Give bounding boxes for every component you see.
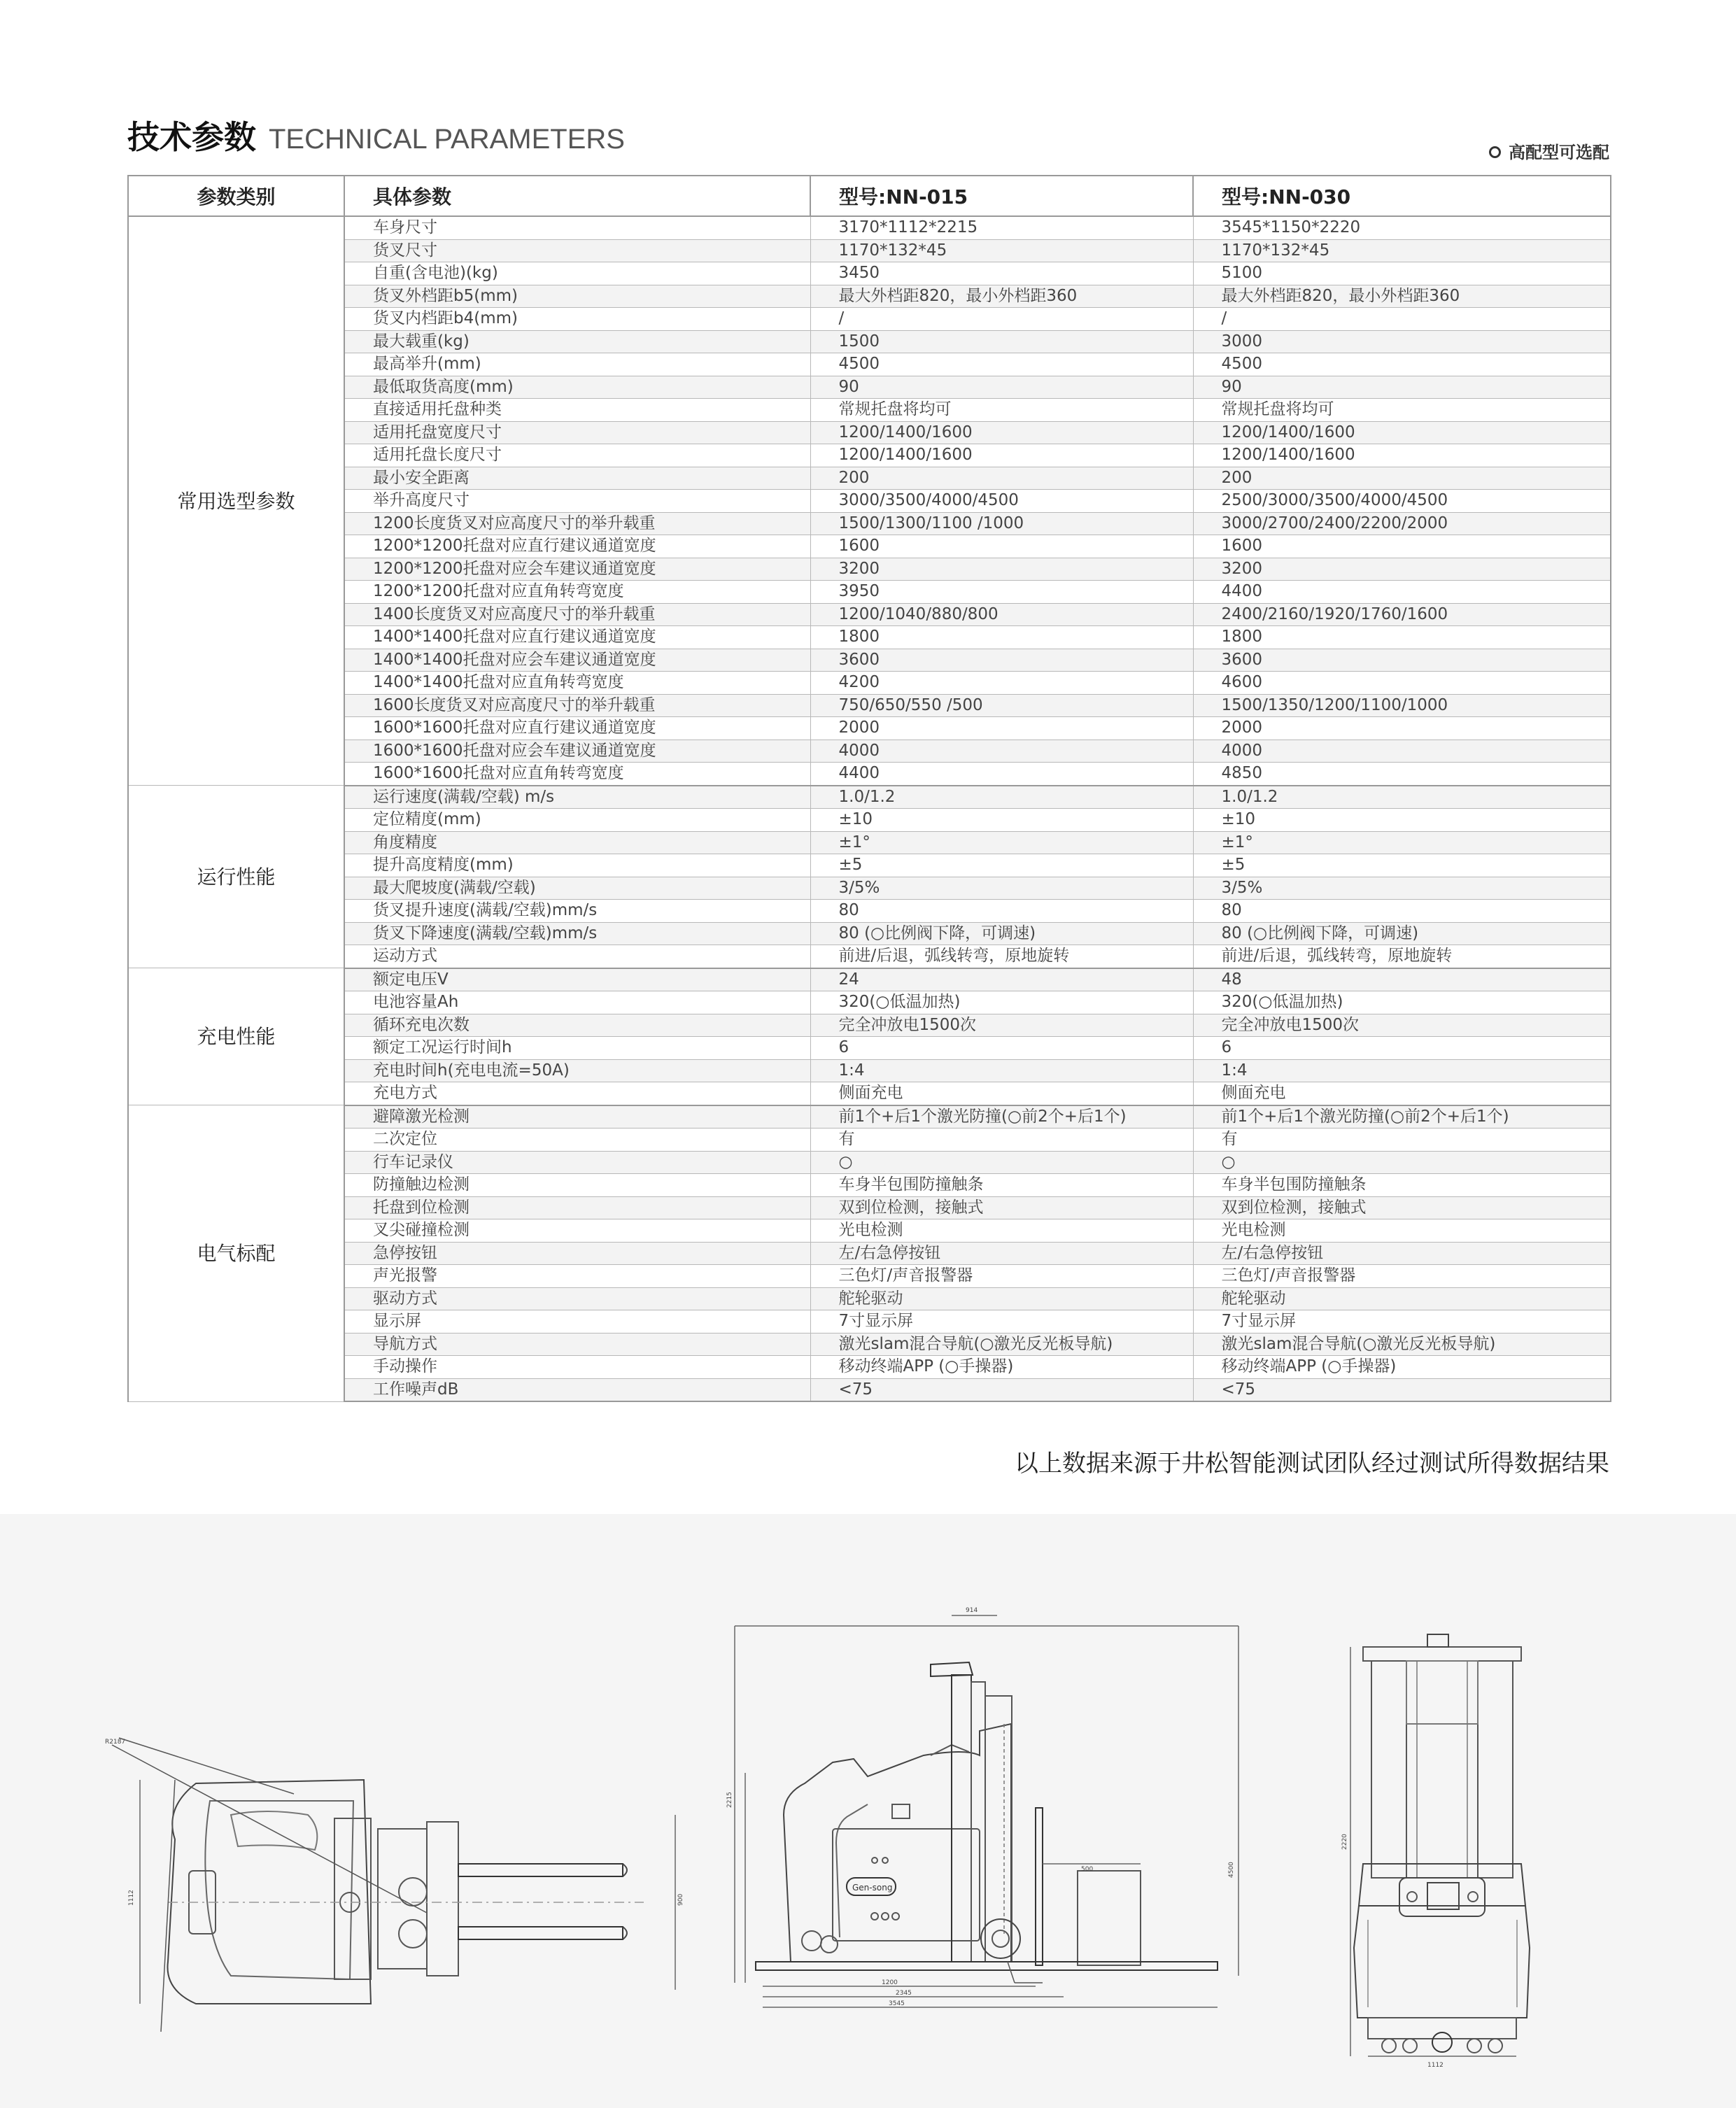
value-nn015-cell: 有 (810, 1129, 1193, 1152)
side-height-dim: 2215 (726, 1792, 733, 1808)
table-row (128, 1242, 1611, 1265)
param-name-cell: 最低取货高度(mm) (344, 376, 810, 399)
value-nn030-cell: 1500/1350/1200/1100/1000 (1193, 694, 1611, 717)
table-row (128, 376, 1611, 399)
value-nn015-cell: 24 (810, 968, 1193, 991)
value-nn015-cell: 舵轮驱动 (810, 1287, 1193, 1310)
param-name-cell: 二次定位 (344, 1129, 810, 1152)
table-row (128, 1129, 1611, 1152)
table-row (128, 1037, 1611, 1060)
table-row (128, 649, 1611, 672)
param-name-cell: 充电方式 (344, 1082, 810, 1105)
category-cell: 常用选型参数 (128, 216, 344, 786)
param-name-cell: 适用托盘长度尺寸 (344, 444, 810, 467)
value-nn030-cell: 4500 (1193, 353, 1611, 376)
param-name-cell: 提升高度精度(mm) (344, 854, 810, 877)
value-nn030-cell: 80 (1193, 900, 1611, 923)
spec-table (127, 175, 1611, 1402)
value-nn030-cell: 1170*132*45 (1193, 239, 1611, 262)
param-name-cell: 托盘到位检测 (344, 1196, 810, 1219)
svg-text:500: 500 (1081, 1866, 1094, 1873)
table-row (128, 1014, 1611, 1037)
value-nn015-cell: 1500 (810, 330, 1193, 353)
param-name-cell: 1400长度货叉对应高度尺寸的举升载重 (344, 603, 810, 626)
value-nn015-cell: 1170*132*45 (810, 239, 1193, 262)
value-nn015-cell: ±1° (810, 831, 1193, 854)
value-nn015-cell: 3170*1112*2215 (810, 216, 1193, 239)
value-nn015-cell: 4500 (810, 353, 1193, 376)
table-row (128, 900, 1611, 923)
value-nn015-cell: 80 (810, 900, 1193, 923)
table-row (128, 1174, 1611, 1197)
param-name-cell: 导航方式 (344, 1333, 810, 1356)
table-row (128, 1151, 1611, 1174)
value-nn030-cell: 完全冲放电1500次 (1193, 1014, 1611, 1037)
param-name-cell: 1400*1400托盘对应直行建议通道宽度 (344, 626, 810, 649)
table-row (128, 1196, 1611, 1219)
value-nn030-cell: 2500/3000/3500/4000/4500 (1193, 490, 1611, 513)
category-cell: 充电性能 (128, 968, 344, 1105)
table-row (128, 626, 1611, 649)
value-nn015-cell: ±5 (810, 854, 1193, 877)
param-name-cell: 运动方式 (344, 945, 810, 968)
param-name-cell: 手动操作 (344, 1356, 810, 1379)
param-name-cell: 货叉外档距b5(mm) (344, 285, 810, 308)
value-nn015-cell: 前进/后退，弧线转弯，原地旋转 (810, 945, 1193, 968)
value-nn030-cell: 3000/2700/2400/2200/2000 (1193, 512, 1611, 535)
value-nn030-cell: 4600 (1193, 672, 1611, 695)
table-row (128, 1082, 1611, 1105)
param-name-cell: 1200*1200托盘对应直角转弯宽度 (344, 581, 810, 604)
top-view-drawing (105, 1738, 684, 2032)
svg-text:900: 900 (677, 1893, 684, 1906)
technical-drawings (0, 1514, 1736, 2108)
value-nn015-cell: 1:4 (810, 1059, 1193, 1082)
table-row (128, 945, 1611, 968)
param-name-cell: 货叉尺寸 (344, 239, 810, 262)
table-row (128, 1356, 1611, 1379)
value-nn015-cell: 1200/1400/1600 (810, 444, 1193, 467)
value-nn015-cell: 3600 (810, 649, 1193, 672)
value-nn030-cell: 1600 (1193, 535, 1611, 558)
table-row (128, 308, 1611, 331)
value-nn015-cell: ○ (810, 1151, 1193, 1174)
value-nn030-cell: 侧面充电 (1193, 1082, 1611, 1105)
param-name-cell: 最大载重(kg) (344, 330, 810, 353)
table-row (128, 694, 1611, 717)
param-name-cell: 1200*1200托盘对应会车建议通道宽度 (344, 558, 810, 581)
value-nn015-cell: 前1个+后1个激光防撞(○前2个+后1个) (810, 1105, 1193, 1129)
value-nn015-cell: 3200 (810, 558, 1193, 581)
header-model-015: 型号:NN-015 (810, 176, 1193, 216)
value-nn015-cell: 3450 (810, 262, 1193, 285)
value-nn015-cell: 完全冲放电1500次 (810, 1014, 1193, 1037)
value-nn030-cell: ±1° (1193, 831, 1611, 854)
value-nn030-cell: 7寸显示屏 (1193, 1310, 1611, 1334)
table-header-row (128, 176, 1611, 216)
value-nn015-cell: 侧面充电 (810, 1082, 1193, 1105)
value-nn015-cell: 6 (810, 1037, 1193, 1060)
value-nn015-cell: 3/5% (810, 877, 1193, 900)
value-nn015-cell: 4400 (810, 763, 1193, 786)
value-nn030-cell: 2000 (1193, 717, 1611, 740)
header-model-030: 型号:NN-030 (1193, 176, 1611, 216)
value-nn030-cell: 3600 (1193, 649, 1611, 672)
table-row (128, 490, 1611, 513)
category-cell: 电气标配 (128, 1105, 344, 1402)
value-nn015-cell: 左/右急停按钮 (810, 1242, 1193, 1265)
table-row (128, 1378, 1611, 1401)
table-row (128, 1265, 1611, 1288)
value-nn030-cell: / (1193, 308, 1611, 331)
header-category: 参数类别 (128, 176, 344, 216)
param-name-cell: 工作噪声dB (344, 1378, 810, 1401)
value-nn030-cell: 80 (○比例阀下降，可调速) (1193, 922, 1611, 945)
value-nn030-cell: 3000 (1193, 330, 1611, 353)
param-name-cell: 车身尺寸 (344, 216, 810, 239)
value-nn015-cell: 三色灯/声音报警器 (810, 1265, 1193, 1288)
value-nn030-cell: 三色灯/声音报警器 (1193, 1265, 1611, 1288)
table-row (128, 512, 1611, 535)
param-name-cell: 1600*1600托盘对应直角转弯宽度 (344, 763, 810, 786)
param-name-cell: 急停按钮 (344, 1242, 810, 1265)
side-view-drawing (726, 1607, 1239, 2007)
table-row (128, 968, 1611, 991)
param-name-cell: 定位精度(mm) (344, 809, 810, 832)
value-nn030-cell: 4000 (1193, 740, 1611, 763)
side-len-b: 3545 (889, 2000, 905, 2007)
param-name-cell: 最小安全距离 (344, 467, 810, 490)
value-nn015-cell: 750/650/550 /500 (810, 694, 1193, 717)
title-en: TECHNICAL PARAMETERS (269, 124, 625, 155)
param-name-cell: 1600长度货叉对应高度尺寸的举升载重 (344, 694, 810, 717)
table-row (128, 809, 1611, 832)
value-nn030-cell: 90 (1193, 376, 1611, 399)
category-cell: 运行性能 (128, 786, 344, 968)
value-nn015-cell: 90 (810, 376, 1193, 399)
value-nn030-cell: 有 (1193, 1129, 1611, 1152)
param-name-cell: 适用托盘宽度尺寸 (344, 421, 810, 444)
value-nn030-cell: 320(○低温加热) (1193, 991, 1611, 1014)
param-name-cell: 最高举升(mm) (344, 353, 810, 376)
svg-text:R2187: R2187 (105, 1739, 126, 1746)
param-name-cell: 驱动方式 (344, 1287, 810, 1310)
param-name-cell: 自重(含电池)(kg) (344, 262, 810, 285)
value-nn015-cell: 1200/1400/1600 (810, 421, 1193, 444)
value-nn015-cell: 2000 (810, 717, 1193, 740)
value-nn030-cell: 2400/2160/1920/1760/1600 (1193, 603, 1611, 626)
table-row (128, 1059, 1611, 1082)
param-name-cell: 防撞触边检测 (344, 1174, 810, 1197)
table-row (128, 444, 1611, 467)
value-nn030-cell: 1800 (1193, 626, 1611, 649)
svg-text:2345: 2345 (896, 1990, 912, 1997)
spec-table-body (128, 216, 1611, 1401)
table-row (128, 399, 1611, 422)
param-name-cell: 显示屏 (344, 1310, 810, 1334)
table-row (128, 1105, 1611, 1129)
side-top-dim: 914 (966, 1607, 978, 1614)
param-name-cell: 额定电压V (344, 968, 810, 991)
header-param: 具体参数 (344, 176, 810, 216)
table-row (128, 262, 1611, 285)
value-nn030-cell: 1200/1400/1600 (1193, 421, 1611, 444)
value-nn015-cell: 1800 (810, 626, 1193, 649)
value-nn030-cell: 最大外档距820，最小外档距360 (1193, 285, 1611, 308)
param-name-cell: 1600*1600托盘对应直行建议通道宽度 (344, 717, 810, 740)
value-nn015-cell: 4000 (810, 740, 1193, 763)
table-row (128, 421, 1611, 444)
value-nn030-cell: 激光slam混合导航(○激光反光板导航) (1193, 1333, 1611, 1356)
value-nn015-cell: <75 (810, 1378, 1193, 1401)
param-name-cell: 角度精度 (344, 831, 810, 854)
table-row (128, 558, 1611, 581)
table-row (128, 877, 1611, 900)
value-nn015-cell: 1600 (810, 535, 1193, 558)
table-row (128, 786, 1611, 809)
table-row (128, 1287, 1611, 1310)
param-name-cell: 1600*1600托盘对应会车建议通道宽度 (344, 740, 810, 763)
value-nn015-cell: 7寸显示屏 (810, 1310, 1193, 1334)
value-nn015-cell: 1500/1300/1100 /1000 (810, 512, 1193, 535)
value-nn015-cell: 双到位检测，接触式 (810, 1196, 1193, 1219)
value-nn030-cell: <75 (1193, 1378, 1611, 1401)
param-name-cell: 货叉提升速度(满载/空载)mm/s (344, 900, 810, 923)
value-nn030-cell: 常规托盘将均可 (1193, 399, 1611, 422)
value-nn030-cell: ±5 (1193, 854, 1611, 877)
param-name-cell: 1200*1200托盘对应直行建议通道宽度 (344, 535, 810, 558)
value-nn015-cell: 80 (○比例阀下降，可调速) (810, 922, 1193, 945)
table-row (128, 239, 1611, 262)
table-row (128, 467, 1611, 490)
param-name-cell: 叉尖碰撞检测 (344, 1219, 810, 1243)
value-nn015-cell: 常规托盘将均可 (810, 399, 1193, 422)
table-row (128, 216, 1611, 239)
optional-circle-icon (1489, 146, 1501, 158)
side-len-a: 1200 (882, 1979, 898, 1986)
value-nn030-cell: 3545*1150*2220 (1193, 216, 1611, 239)
value-nn030-cell: 舵轮驱动 (1193, 1287, 1611, 1310)
param-name-cell: 1400*1400托盘对应会车建议通道宽度 (344, 649, 810, 672)
value-nn030-cell: 移动终端APP (○手操器) (1193, 1356, 1611, 1379)
table-row (128, 581, 1611, 604)
brand-logo: Gen-song (852, 1883, 893, 1893)
param-name-cell: 循环充电次数 (344, 1014, 810, 1037)
table-row (128, 922, 1611, 945)
table-row (128, 740, 1611, 763)
value-nn030-cell: 前1个+后1个激光防撞(○前2个+后1个) (1193, 1105, 1611, 1129)
param-name-cell: 额定工况运行时间h (344, 1037, 810, 1060)
value-nn030-cell: 双到位检测，接触式 (1193, 1196, 1611, 1219)
data-source-note: 以上数据来源于井松智能测试团队经过测试所得数据结果 (1015, 1450, 1609, 1478)
side-lift-dim: 4500 (1228, 1862, 1235, 1878)
value-nn015-cell: 320(○低温加热) (810, 991, 1193, 1014)
value-nn030-cell: 3/5% (1193, 877, 1611, 900)
value-nn015-cell: 200 (810, 467, 1193, 490)
value-nn030-cell: 左/右急停按钮 (1193, 1242, 1611, 1265)
table-row (128, 672, 1611, 695)
value-nn030-cell: 5100 (1193, 262, 1611, 285)
value-nn015-cell: 3950 (810, 581, 1193, 604)
value-nn015-cell: ±10 (810, 809, 1193, 832)
title-cn: 技术参数 (127, 118, 256, 156)
value-nn030-cell: ○ (1193, 1151, 1611, 1174)
value-nn030-cell: 200 (1193, 467, 1611, 490)
param-name-cell: 直接适用托盘种类 (344, 399, 810, 422)
param-name-cell: 举升高度尺寸 (344, 490, 810, 513)
value-nn030-cell: 1200/1400/1600 (1193, 444, 1611, 467)
param-name-cell: 1200长度货叉对应高度尺寸的举升载重 (344, 512, 810, 535)
param-name-cell: 货叉下降速度(满载/空载)mm/s (344, 922, 810, 945)
value-nn015-cell: 3000/3500/4000/4500 (810, 490, 1193, 513)
value-nn030-cell: 3200 (1193, 558, 1611, 581)
front-view-drawing (1341, 1634, 1530, 2069)
value-nn015-cell: 移动终端APP (○手操器) (810, 1356, 1193, 1379)
value-nn015-cell: 最大外档距820，最小外档距360 (810, 285, 1193, 308)
param-name-cell: 电池容量Ah (344, 991, 810, 1014)
param-name-cell: 声光报警 (344, 1265, 810, 1288)
value-nn015-cell: / (810, 308, 1193, 331)
optional-legend (1487, 139, 1609, 163)
value-nn015-cell: 车身半包围防撞触条 (810, 1174, 1193, 1197)
param-name-cell: 货叉内档距b4(mm) (344, 308, 810, 331)
table-row (128, 717, 1611, 740)
param-name-cell: 最大爬坡度(满载/空载) (344, 877, 810, 900)
value-nn015-cell: 4200 (810, 672, 1193, 695)
value-nn015-cell: 1200/1040/880/800 (810, 603, 1193, 626)
value-nn015-cell: 激光slam混合导航(○激光反光板导航) (810, 1333, 1193, 1356)
top-width-dim: 1112 (128, 1890, 135, 1906)
value-nn030-cell: 车身半包围防撞触条 (1193, 1174, 1611, 1197)
value-nn030-cell: 48 (1193, 968, 1611, 991)
table-row (128, 763, 1611, 786)
value-nn015-cell: 光电检测 (810, 1219, 1193, 1243)
value-nn030-cell: 光电检测 (1193, 1219, 1611, 1243)
table-row (128, 535, 1611, 558)
param-name-cell: 充电时间h(充电电流=50A) (344, 1059, 810, 1082)
table-row (128, 1333, 1611, 1356)
param-name-cell: 行车记录仪 (344, 1151, 810, 1174)
value-nn030-cell: 1:4 (1193, 1059, 1611, 1082)
value-nn030-cell: 4850 (1193, 763, 1611, 786)
value-nn030-cell: 6 (1193, 1037, 1611, 1060)
page-title (127, 112, 625, 158)
table-row (128, 285, 1611, 308)
param-name-cell: 避障激光检测 (344, 1105, 810, 1129)
table-row (128, 353, 1611, 376)
value-nn030-cell: ±10 (1193, 809, 1611, 832)
front-height-dim: 2220 (1341, 1834, 1348, 1850)
table-row (128, 330, 1611, 353)
table-row (128, 1310, 1611, 1334)
table-row (128, 831, 1611, 854)
value-nn015-cell: 1.0/1.2 (810, 786, 1193, 809)
param-name-cell: 运行速度(满载/空载) m/s (344, 786, 810, 809)
value-nn030-cell: 4400 (1193, 581, 1611, 604)
svg-text:1112: 1112 (1427, 2062, 1444, 2069)
table-row (128, 1219, 1611, 1243)
value-nn030-cell: 1.0/1.2 (1193, 786, 1611, 809)
value-nn030-cell: 前进/后退，弧线转弯，原地旋转 (1193, 945, 1611, 968)
table-row (128, 603, 1611, 626)
param-name-cell: 1400*1400托盘对应直角转弯宽度 (344, 672, 810, 695)
table-row (128, 991, 1611, 1014)
legend-label: 高配型可选配 (1509, 143, 1609, 162)
table-row (128, 854, 1611, 877)
